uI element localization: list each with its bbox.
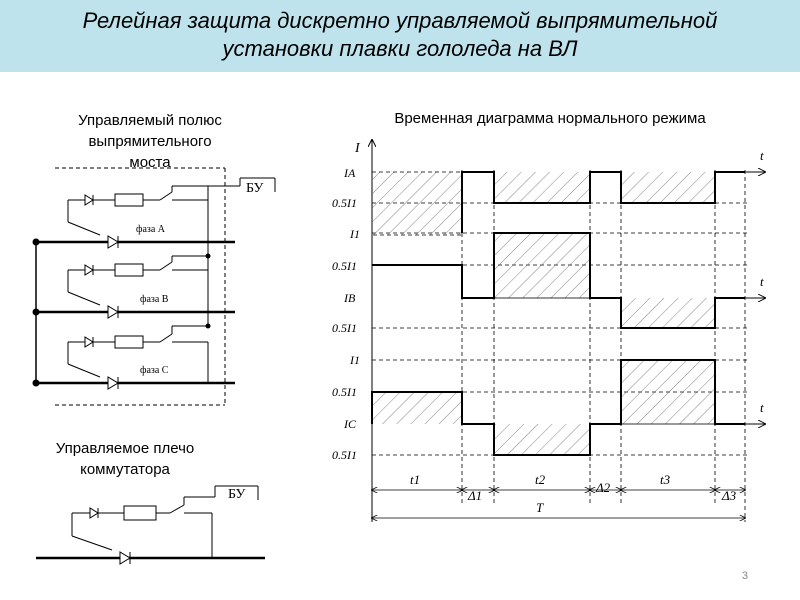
interval-delta2: Δ2: [596, 480, 611, 495]
level-label-half-i1-c: 0.5I1: [332, 321, 357, 335]
interval-lines: [462, 170, 745, 522]
arm-caption-line-1: Управляемое плечо: [55, 440, 195, 457]
pole-caption-line-3: моста: [129, 154, 171, 171]
interval-t2: t2: [535, 472, 546, 487]
phase-c-row: [33, 324, 235, 389]
timing-caption: Временная диаграмма нормального режима: [394, 110, 706, 127]
t-labels: [760, 148, 764, 415]
t-label-b: t: [760, 274, 764, 289]
bu-label-top: БУ: [246, 181, 264, 196]
title-line-2: установки плавки гололеда на ВЛ: [222, 36, 578, 61]
t-label-a: t: [760, 148, 764, 163]
interval-delta1: Δ1: [468, 488, 483, 503]
y-axis-label: I: [355, 141, 360, 156]
phase-c-trace: [372, 360, 765, 455]
bu-label-bottom: БУ: [228, 487, 246, 502]
interval-delta3: Δ3: [722, 488, 737, 503]
interval-t3: t3: [660, 472, 671, 487]
pole-caption-line-2: выпрямительного: [88, 133, 212, 150]
t-label-c: t: [760, 400, 764, 415]
pole-caption-line-1: Управляемый полюс: [78, 112, 222, 129]
phase-a-label: фаза А: [136, 224, 166, 235]
phase-a-row: [33, 186, 240, 248]
interval-t1: t1: [410, 472, 421, 487]
level-label-half-i1-d: 0.5I1: [332, 385, 357, 399]
period-label: T: [536, 500, 544, 515]
timing-diagram: [332, 140, 765, 522]
page-number: 3: [741, 570, 748, 582]
level-label-i1-b: I1: [350, 353, 360, 367]
arm-caption-line-2: коммутатора: [80, 461, 170, 478]
level-labels: [332, 166, 360, 462]
level-label-half-i1-e: 0.5I1: [332, 448, 357, 462]
phase-b-row: [33, 254, 235, 318]
level-label-ic: IC: [344, 417, 356, 431]
level-label-half-i1-b: 0.5I1: [332, 259, 357, 273]
interval-labels: [410, 472, 737, 515]
level-label-ia: IA: [344, 166, 356, 180]
phase-b-trace: [372, 233, 765, 328]
title-line-1: Релейная защита дискретно управляемой выпрямительной: [82, 8, 718, 33]
phase-a-trace: [372, 172, 765, 235]
phase-b-label: фаза В: [140, 294, 169, 305]
level-label-i1-a: I1: [350, 227, 360, 241]
phase-c-label: фаза С: [140, 365, 169, 376]
interval-dimensions: [372, 490, 745, 518]
level-label-ib: IB: [344, 291, 356, 305]
level-label-half-i1-a: 0.5I1: [332, 196, 357, 210]
